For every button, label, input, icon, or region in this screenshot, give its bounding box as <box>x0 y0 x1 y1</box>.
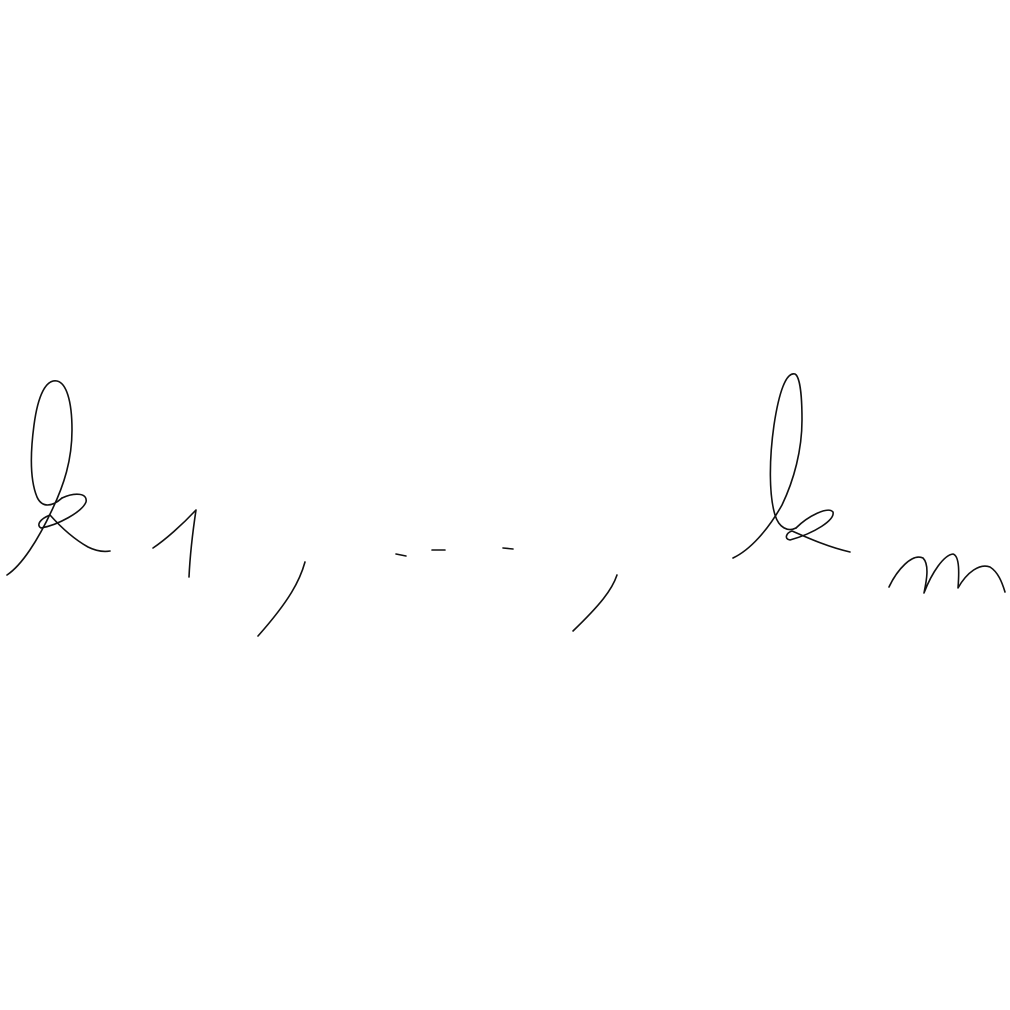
stroke-k1-loop <box>7 381 72 575</box>
stroke-subscript-1 <box>153 510 196 577</box>
stroke-k2-leg <box>786 510 850 552</box>
stroke-comma-2 <box>573 575 617 631</box>
stroke-k1-leg <box>39 494 110 551</box>
stroke-subscript-m <box>889 554 1005 593</box>
ink-strokes <box>7 374 1005 636</box>
stroke-ellipsis-dot-3 <box>503 548 513 549</box>
stroke-comma-1 <box>258 562 305 636</box>
stroke-ellipsis-dot-1 <box>396 554 406 556</box>
